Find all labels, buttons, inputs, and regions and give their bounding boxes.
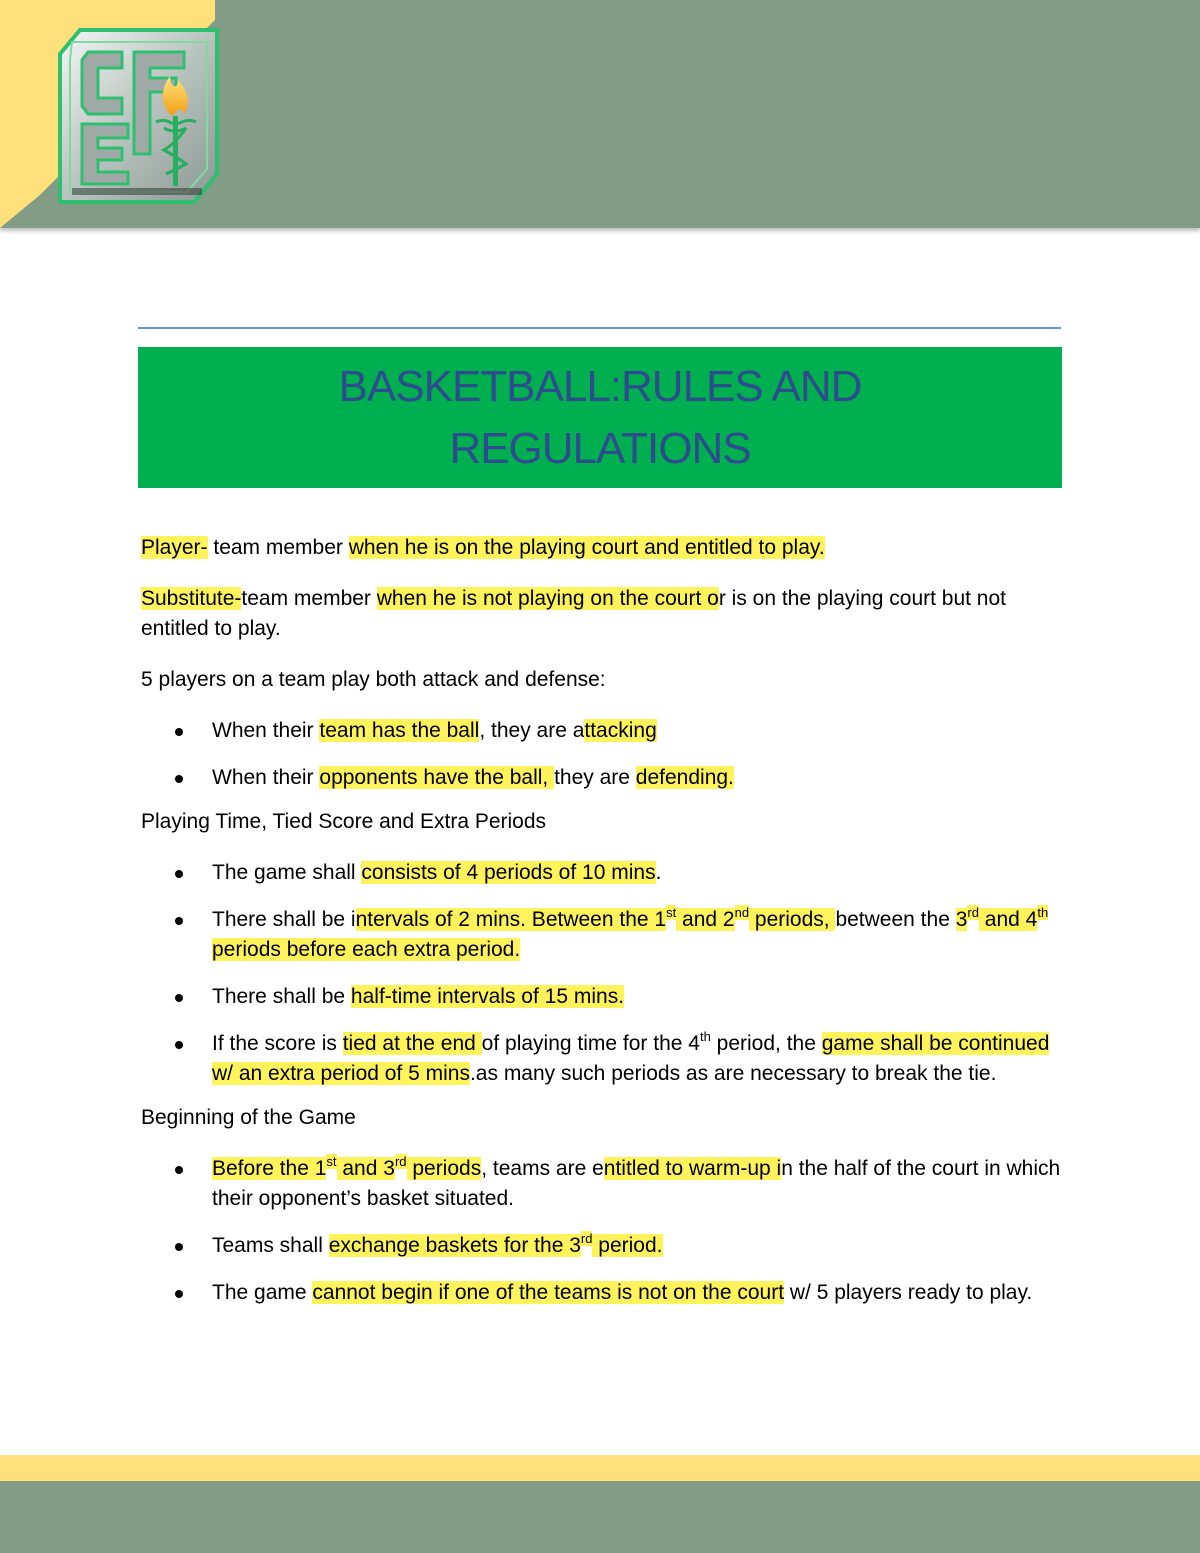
playing-time-heading: Playing Time, Tied Score and Extra Periods xyxy=(141,810,547,833)
players-intro: 5 players on a team play both attack and defense: xyxy=(141,668,606,691)
page-title-line2: REGULATIONS xyxy=(449,423,751,473)
substitute-definition: Substitute-team member when he is not playing on the court or is on the playing court but not entitled to play. xyxy=(141,587,1006,640)
document-body xyxy=(141,533,1066,1325)
player-definition: Player- team member when he is on the playing court and entitled to play. xyxy=(141,536,825,559)
bullet-icon xyxy=(175,775,183,783)
list-item: If the score is tied at the end of playing time for the 4th period, the game shall be continued w/ an extra period of 5 mins.as many such periods as are necessary to break the tie. xyxy=(141,1029,1066,1089)
list-item: When their opponents have the ball, they are defending. xyxy=(141,763,1066,793)
bullet-icon xyxy=(175,870,183,878)
bullet-icon xyxy=(175,994,183,1002)
beginning-list xyxy=(141,1154,1066,1308)
title-rule-line xyxy=(138,327,1061,329)
attack-defense-list xyxy=(141,716,1066,793)
bullet-icon xyxy=(175,728,183,736)
list-item: Before the 1st and 3rd periods, teams are entitled to warm-up in the half of the court in which their opponent’s basket situated. xyxy=(141,1154,1066,1214)
bullet-icon xyxy=(175,1041,183,1049)
list-item: There shall be half-time intervals of 15 mins. xyxy=(141,982,1066,1012)
bullet-icon xyxy=(175,1166,183,1174)
list-item: There shall be intervals of 2 mins. Between the 1st and 2nd periods, between the 3rd and 4th periods before each extra period. xyxy=(141,905,1066,965)
playing-time-list xyxy=(141,858,1066,1089)
page-title-line1: BASKETBALL:RULES AND xyxy=(338,361,862,411)
page-title xyxy=(280,356,920,480)
list-item: Teams shall exchange baskets for the 3rd period. xyxy=(141,1231,1066,1261)
bullet-icon xyxy=(175,1290,183,1298)
cef-logo-icon xyxy=(52,24,222,214)
list-item: The game cannot begin if one of the teams is not on the court w/ 5 players ready to play. xyxy=(141,1278,1066,1308)
title-banner xyxy=(138,347,1062,488)
bullet-icon xyxy=(175,917,183,925)
footer-green-band xyxy=(0,1481,1200,1553)
bullet-icon xyxy=(175,1243,183,1251)
list-item: The game shall consists of 4 periods of 10 mins. xyxy=(141,858,1066,888)
footer-yellow-band xyxy=(0,1455,1200,1481)
beginning-heading: Beginning of the Game xyxy=(141,1106,356,1129)
list-item: When their team has the ball, they are attacking xyxy=(141,716,1066,746)
